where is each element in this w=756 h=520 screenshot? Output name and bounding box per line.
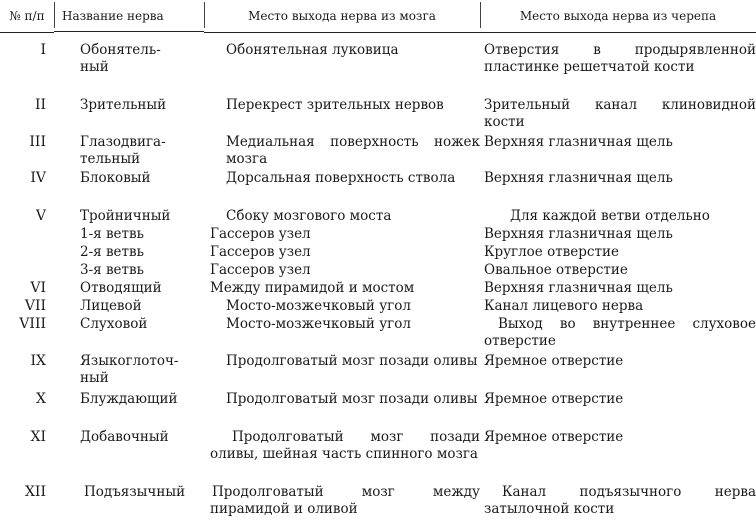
row-name: Блоковый (80, 170, 151, 186)
row-num: VII (24, 298, 46, 314)
row-name: Тройничный (80, 208, 171, 224)
row-name: Слуховой (80, 316, 148, 332)
table-row (0, 280, 756, 298)
row-brain: Продолговатый мозг между пирамидой и оливой (210, 484, 480, 517)
row-name: Языкоглоточ- ный (80, 353, 179, 386)
table-row (0, 244, 756, 262)
row-brain: Гассеров узел (210, 262, 311, 278)
row-name: Обонятель- ный (80, 42, 161, 75)
table-row (0, 484, 756, 520)
row-skull: Отверстия в продырявленной пластинке решетчатой кости (484, 42, 756, 75)
header-brain: Место выхода нерва из мозга (204, 0, 480, 33)
row-num: VI (30, 280, 46, 296)
row-name: 2-я ветвь (80, 244, 144, 260)
row-num: XI (30, 429, 46, 445)
table-body (0, 42, 756, 520)
row-num: VIII (19, 316, 46, 332)
row-skull: Канал подъязычного нерва затылочной кости (484, 484, 756, 517)
row-brain: Обонятельная луковица (226, 42, 399, 58)
row-skull: Верхняя глазничная щель (484, 226, 673, 242)
table-row (0, 226, 756, 244)
table-row (0, 262, 756, 280)
row-brain: Сбоку мозгового моста (226, 208, 392, 224)
table-row (0, 429, 756, 484)
row-name: Блуждающий (80, 391, 178, 407)
table-row (0, 298, 756, 316)
row-skull: Круглое отверстие (484, 244, 619, 260)
row-skull: Зрительный канал клиновидной кости (484, 97, 756, 130)
row-num: V (35, 208, 46, 224)
row-brain: Мосто-мозжечковый угол (226, 298, 411, 314)
row-num: IX (30, 353, 46, 369)
table-row (0, 391, 756, 429)
header-name: Название нерва (54, 0, 204, 32)
row-name: Подъязычный (84, 484, 186, 500)
row-brain: Перекрест зрительных нервов (226, 97, 444, 113)
table-row (0, 208, 756, 226)
row-brain: Медиальная поверхность ножек мозга (226, 134, 480, 167)
row-skull: Верхняя глазничная щель (484, 134, 673, 150)
row-num: II (34, 97, 46, 113)
row-name: Добавочный (80, 429, 169, 445)
row-name: 1-я ветвь (80, 226, 144, 242)
table-row (0, 316, 756, 353)
row-brain: Дорсальная поверхность ствола (226, 170, 456, 186)
row-name: 3-я ветвь (80, 262, 144, 278)
row-skull: Яремное отверстие (484, 429, 624, 445)
row-num: IV (30, 170, 46, 186)
row-skull: Овальное отверстие (484, 262, 628, 278)
table-row (0, 42, 756, 97)
row-brain: Продолговатый мозг позади оливы (226, 391, 478, 407)
row-skull: Верхняя глазничная щель (484, 170, 673, 186)
row-brain: Мосто-мозжечковый угол (226, 316, 411, 332)
row-brain: Продолговатый мозг позади оливы, шейная часть спинного мозга (210, 429, 480, 462)
row-brain: Гассеров узел (210, 226, 311, 242)
row-name: Зрительный (80, 97, 167, 113)
row-skull: Канал лицевого нерва (484, 298, 644, 314)
table-row (0, 97, 756, 134)
row-brain: Гассеров узел (210, 244, 311, 260)
row-brain: Продолговатый мозг позади оливы (226, 353, 478, 369)
row-name: Отводящий (80, 280, 162, 296)
row-num: III (29, 134, 46, 150)
row-num: X (36, 391, 46, 407)
table-row (0, 170, 756, 208)
row-num: I (40, 42, 46, 58)
row-skull: Выход во внутреннее слуховое отверстие (484, 316, 756, 349)
row-skull: Яремное отверстие (484, 353, 624, 369)
header-num: № п/п (0, 0, 54, 33)
row-name: Лицевой (80, 298, 142, 314)
header-skull: Место выхода нерва из черепа (480, 0, 756, 33)
row-skull: Верхняя глазничная щель (484, 280, 673, 296)
row-num: XII (24, 484, 46, 500)
row-skull: Для каждой ветви отдельно (510, 208, 710, 224)
row-brain: Между пирамидой и мостом (210, 280, 415, 296)
table-row (0, 134, 756, 170)
row-name: Глазодвига- тельный (80, 134, 166, 167)
table-row (0, 353, 756, 391)
row-skull: Яремное отверстие (484, 391, 624, 407)
